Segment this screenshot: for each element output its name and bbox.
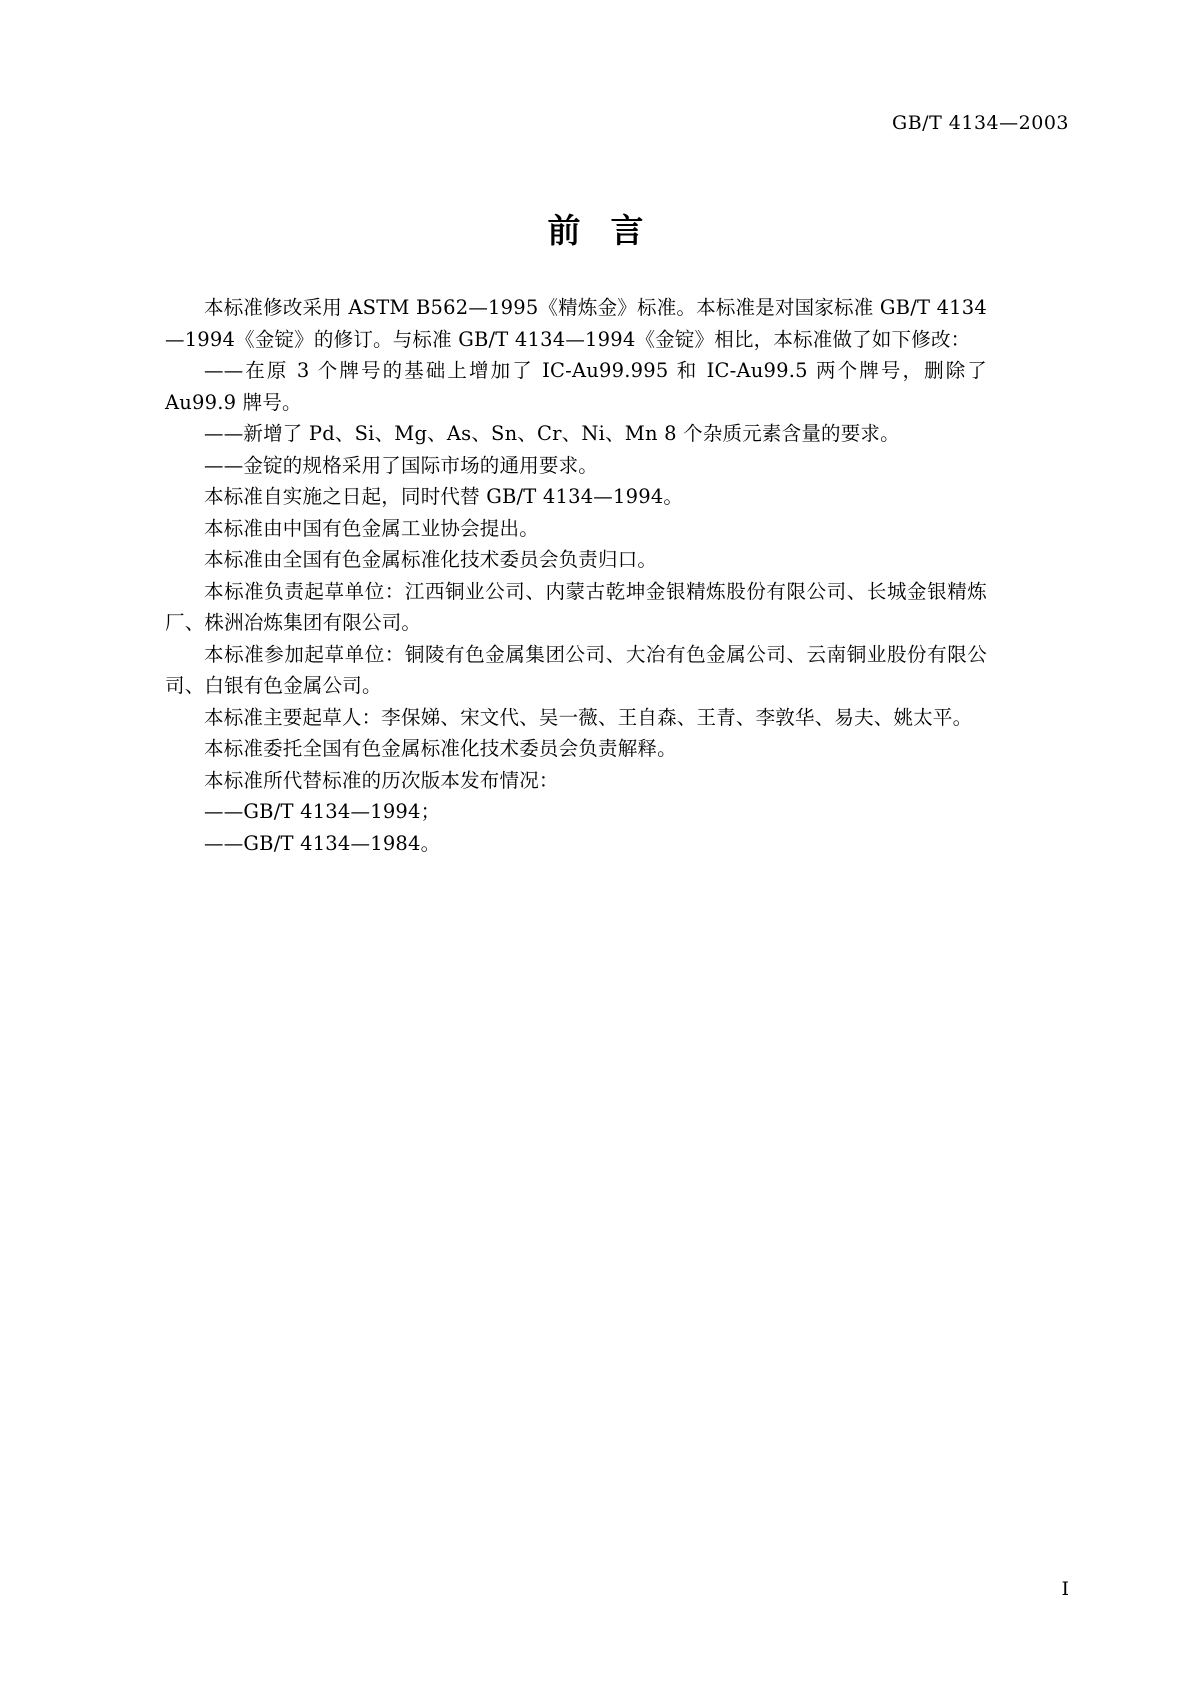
- page-title: 前言: [547, 211, 674, 250]
- list-item: ——新增了 Pd、Si、Mg、As、Sn、Cr、Ni、Mn 8 个杂质元素含量的要求。: [204, 422, 900, 445]
- paragraph: 本标准主要起草人：李保娣、宋文代、吴一薇、王自森、王青、李敦华、易夫、姚太平。: [204, 705, 973, 729]
- paragraph: 本标准由中国有色金属工业协会提出。: [204, 516, 539, 540]
- paragraph: 本标准由全国有色金属标准化技术委员会负责归口。: [204, 548, 658, 571]
- list-item: ——金锭的规格采用了国际市场的通用要求。: [204, 453, 599, 477]
- list-item: ——GB/T 4134—1984。: [204, 831, 441, 855]
- paragraph: 本标准修改采用 ASTM B562—1995《精炼金》标准。本标准是对国家标准 GB/T 4134—1994《金锭》的修订。与标准 GB/T 4134—1994《金锭》相比，本标准做了如下修改：: [165, 296, 987, 351]
- paragraph: 本标准自实施之日起，同时代替 GB/T 4134—1994。: [204, 485, 684, 508]
- paragraph: 本标准所代替标准的历次版本发布情况：: [204, 768, 559, 792]
- list-item: ——GB/T 4134—1994；: [204, 800, 441, 823]
- paragraph: 本标准负责起草单位：江西铜业公司、内蒙古乾坤金银精炼股份有限公司、长城金银精炼厂、株洲冶炼集团有限公司。: [165, 579, 987, 634]
- paragraph: 本标准委托全国有色金属标准化技术委员会负责解释。: [204, 737, 677, 760]
- foreword-body: [165, 292, 987, 859]
- list-item: ——在原 3 个牌号的基础上增加了 IC-Au99.995 和 IC-Au99.5 两个牌号，删除了 Au99.9 牌号。: [165, 359, 987, 414]
- standard-code-header: GB/T 4134—2003: [892, 112, 1069, 134]
- paragraph: 本标准参加起草单位：铜陵有色金属集团公司、大冶有色金属公司、云南铜业股份有限公司、白银有色金属公司。: [165, 642, 987, 697]
- page-number: I: [1061, 1578, 1069, 1600]
